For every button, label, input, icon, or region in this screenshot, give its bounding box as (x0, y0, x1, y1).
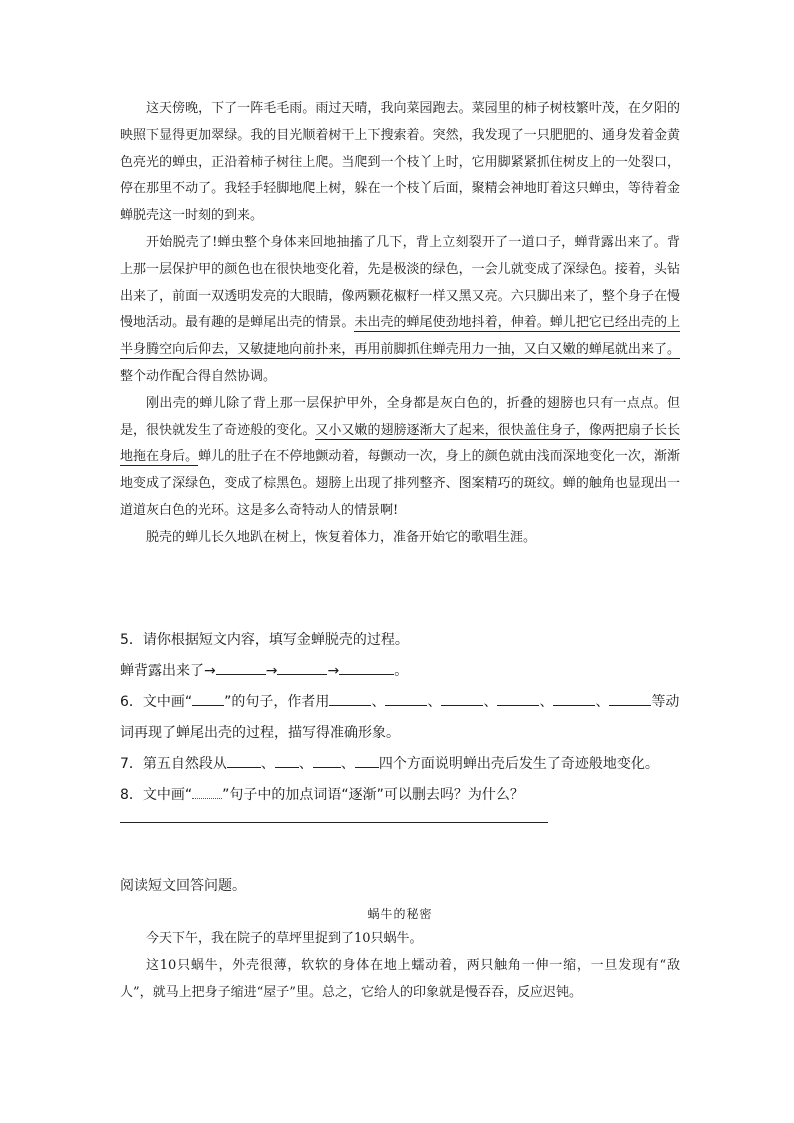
underlined-sentence-wings: 又小又嫩的翅膀逐渐大了起来，很快盖住身子，像两把扇子长长地拖在身后。 (120, 422, 680, 465)
q7-text-a: 7．第五自然段从 (120, 756, 227, 772)
q6-text-c: 等动 (651, 694, 680, 710)
q8-text-a: 8．文中画“ (120, 787, 193, 803)
paragraph-3-text-b: 蝉儿的肚子在不停地颤动着，每颤动一次，身上的颜色就由浅而深地变化一次，渐渐地变成了深绿色，变成了棕黑色。翅膀上出现了排列整齐、图案精巧的斑纹。蝉的触角也显现出一道道灰白色的光环。这是多么奇特动人的情景啊! (120, 449, 680, 518)
q7-blank-2[interactable] (275, 753, 299, 768)
paragraph-1: 这天傍晚，下了一阵毛毛雨。雨过天晴，我向菜园跑去。菜园里的柿子树枝繁叶茂，在夕阳的映照下显得更加翠绿。我的目光顺着树干上下搜索着。突然，我发现了一只肥肥的、通身发着金黄色亮光的蝉虫，正沿着柿子树往上爬。当爬到一个枝丫上时，它用脚紧紧抓住树皮上的一处裂口，停在那里不动了。我轻手轻脚地爬上树，躲在一个枝丫后面，聚精会神地盯着这只蝉虫，等待着金蝉脱壳这一时刻的到来。 (120, 101, 680, 224)
cicada-passage (120, 96, 680, 552)
q8-wavy-marker (192, 786, 222, 799)
paragraph-2-text-a: 开始脱壳了!蝉虫整个身体来回地抽搐了几下，背上立刻裂开了一道口子，蝉背露出来了。背上那一层保护甲的颜色也在很快地变化着，先是极淡的绿色，一会儿就变成了深绿色。接着，头钻出来了，前面一双透明发亮的大眼睛，像两颗花椒籽一样又黑又亮。六只脚出来了，整个身子在慢慢地活动。最有趣的是蝉尾出壳的情景。 (120, 234, 680, 331)
snail-passage-body (120, 926, 680, 1006)
q7-sep-2: 、 (298, 756, 313, 772)
q6-sep-4: 、 (539, 694, 554, 710)
question-6-cont: 词再现了蝉尾出壳的过程，描写得准确形象。 (120, 725, 400, 741)
paragraph-3-text-a: 刚出壳的蝉儿除了背上那一层保护甲外，全身都是灰白色的，折叠的翅膀也只有一点点。但是，很快就发生了奇迹般的变化。 (120, 395, 680, 438)
question-5-answer (120, 656, 720, 687)
q6-sep-1: 、 (371, 694, 386, 710)
section-instruction: 阅读短文回答问题。 (120, 878, 246, 894)
question-8 (120, 780, 720, 811)
q6-text-a: 6．文中画“ (120, 694, 193, 710)
q6-blank-4[interactable] (497, 691, 539, 706)
q6-underline-marker (192, 691, 224, 706)
q6-text-b: ”的句子，作者用 (224, 694, 330, 710)
paragraph-2 (120, 230, 680, 391)
q6-blank-1[interactable] (329, 691, 371, 706)
q6-blank-6[interactable] (609, 691, 651, 706)
question-list (120, 625, 720, 823)
q5-arrow-2: → (327, 663, 340, 679)
q7-blank-4[interactable] (355, 753, 379, 768)
q8-answer-line[interactable] (120, 821, 548, 823)
q5-blank-2[interactable] (277, 660, 327, 675)
paragraph-2-text-b: 整个动作配合得自然协调。 (120, 368, 277, 384)
snail-paragraph-1: 今天下午，我在院子的草坪里捉到了10只蜗牛。 (146, 931, 423, 946)
question-5: 5．请你根据短文内容，填写金蝉脱壳的过程。 (120, 632, 409, 648)
q6-blank-3[interactable] (441, 691, 483, 706)
q6-sep-3: 、 (483, 694, 498, 710)
paragraph-4: 脱壳的蝉儿长久地趴在树上，恢复着体力，准备开始它的歌唱生涯。 (146, 529, 537, 545)
snail-paragraph-2: 这10只蜗牛，外壳很薄，软软的身体在地上蠕动着，两只触角一伸一缩，一旦发现有“敌人”，就马上把身子缩进“屋子”里。总之，它给人的印象就是慢吞吞，反应迟钝。 (120, 957, 680, 1000)
question-6 (120, 687, 720, 718)
q7-blank-3[interactable] (313, 753, 341, 768)
q5-start-text: 蝉背露出来了→ (120, 663, 216, 679)
underlined-sentence-tail: 未出壳的蝉尾使劲地抖着，伸着。蝉儿把它已经出壳的上半身腾空向后仰去，又敏捷地向前扑来，再用前脚抓住蝉壳用力一抽，又白又嫩的蝉尾就出来了。 (120, 315, 680, 358)
q7-blank-1[interactable] (227, 753, 261, 768)
q6-sep-5: 、 (595, 694, 610, 710)
q6-blank-2[interactable] (385, 691, 427, 706)
q6-sep-2: 、 (427, 694, 442, 710)
q5-end: 。 (394, 663, 409, 679)
question-7 (120, 749, 720, 780)
q5-arrow-1: → (265, 663, 278, 679)
q8-text-b: ”句子中的加点词语“逐渐”可以删去吗？为什么？ (222, 787, 524, 803)
snail-passage-title: 蜗牛的秘密 (367, 907, 433, 921)
q5-blank-1[interactable] (216, 660, 266, 675)
q7-sep-3: 、 (340, 756, 355, 772)
snail-section (120, 875, 680, 1006)
q6-blank-5[interactable] (553, 691, 595, 706)
q7-text-b: 四个方面说明蝉出壳后发生了奇迹般地变化。 (378, 756, 659, 772)
q7-sep-1: 、 (260, 756, 275, 772)
paragraph-3 (120, 391, 680, 525)
q5-blank-3[interactable] (339, 660, 394, 675)
